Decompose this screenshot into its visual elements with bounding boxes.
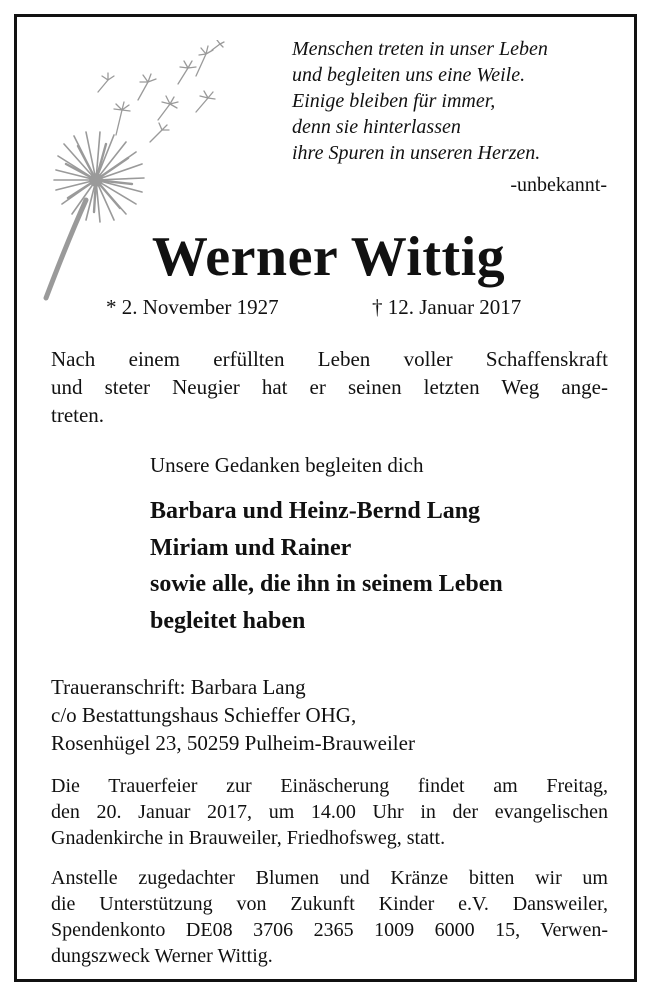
address-line: Rosenhügel 23, 50259 Pulheim-Brauweiler <box>51 731 415 755</box>
poem <box>292 36 622 166</box>
mourner-line: Barbara und Heinz-Bernd Lang <box>150 498 481 524</box>
poem-line: Einige bleiben für immer, <box>292 90 496 112</box>
deceased-name: Werner Wittig <box>151 226 506 288</box>
death-date: † 12. Januar 2017 <box>372 295 522 319</box>
ceremony-line: Gnadenkirche in Brauweiler, Friedhofsweg, statt. <box>51 827 446 849</box>
ceremony-info <box>51 773 608 851</box>
mourners-list <box>150 493 620 639</box>
poem-line: und begleiten uns eine Weile. <box>292 64 526 86</box>
intro-text <box>51 345 608 429</box>
intro-line: treten. <box>51 403 105 427</box>
donation-line: die Unterstützung von Zukunft Kinder e.V. Dansweiler, <box>51 893 608 915</box>
poem-line: denn sie hinterlassen <box>292 116 461 138</box>
thoughts-line: Unsere Gedanken begleiten dich <box>150 453 424 477</box>
donation-line: Anstelle zugedachter Blumen und Kränze bitten wir um <box>51 867 608 889</box>
mourner-line: Miriam und Rainer <box>150 534 352 561</box>
mourner-line: sowie alle, die ihn in seinem Leben <box>150 571 503 597</box>
donation-line: dungszweck Werner Wittig. <box>51 945 273 967</box>
mourner-line: begleitet haben <box>150 607 306 634</box>
intro-line: Nach einem erfüllten Leben voller Schaffenskraft <box>51 347 608 371</box>
donation-line: Spendenkonto DE08 3706 2365 1009 6000 15, Verwen- <box>51 919 608 941</box>
intro-line: und steter Neugier hat er seinen letzten Weg ange- <box>51 375 608 399</box>
ceremony-line: Die Trauerfeier zur Einäscherung findet am Freitag, <box>51 775 608 797</box>
address-line: c/o Bestattungshaus Schieffer OHG, <box>51 703 357 727</box>
poem-author: -unbekannt- <box>510 174 607 196</box>
donation-info <box>51 865 608 969</box>
poem-line: Menschen treten in unser Leben <box>292 38 548 60</box>
birth-date: * 2. November 1927 <box>106 295 279 319</box>
poem-line: ihre Spuren in unseren Herzen. <box>292 142 541 164</box>
ceremony-line: den 20. Januar 2017, um 14.00 Uhr in der evangelischen <box>51 801 608 823</box>
mourning-address <box>51 673 608 757</box>
address-line: Traueranschrift: Barbara Lang <box>51 675 306 699</box>
